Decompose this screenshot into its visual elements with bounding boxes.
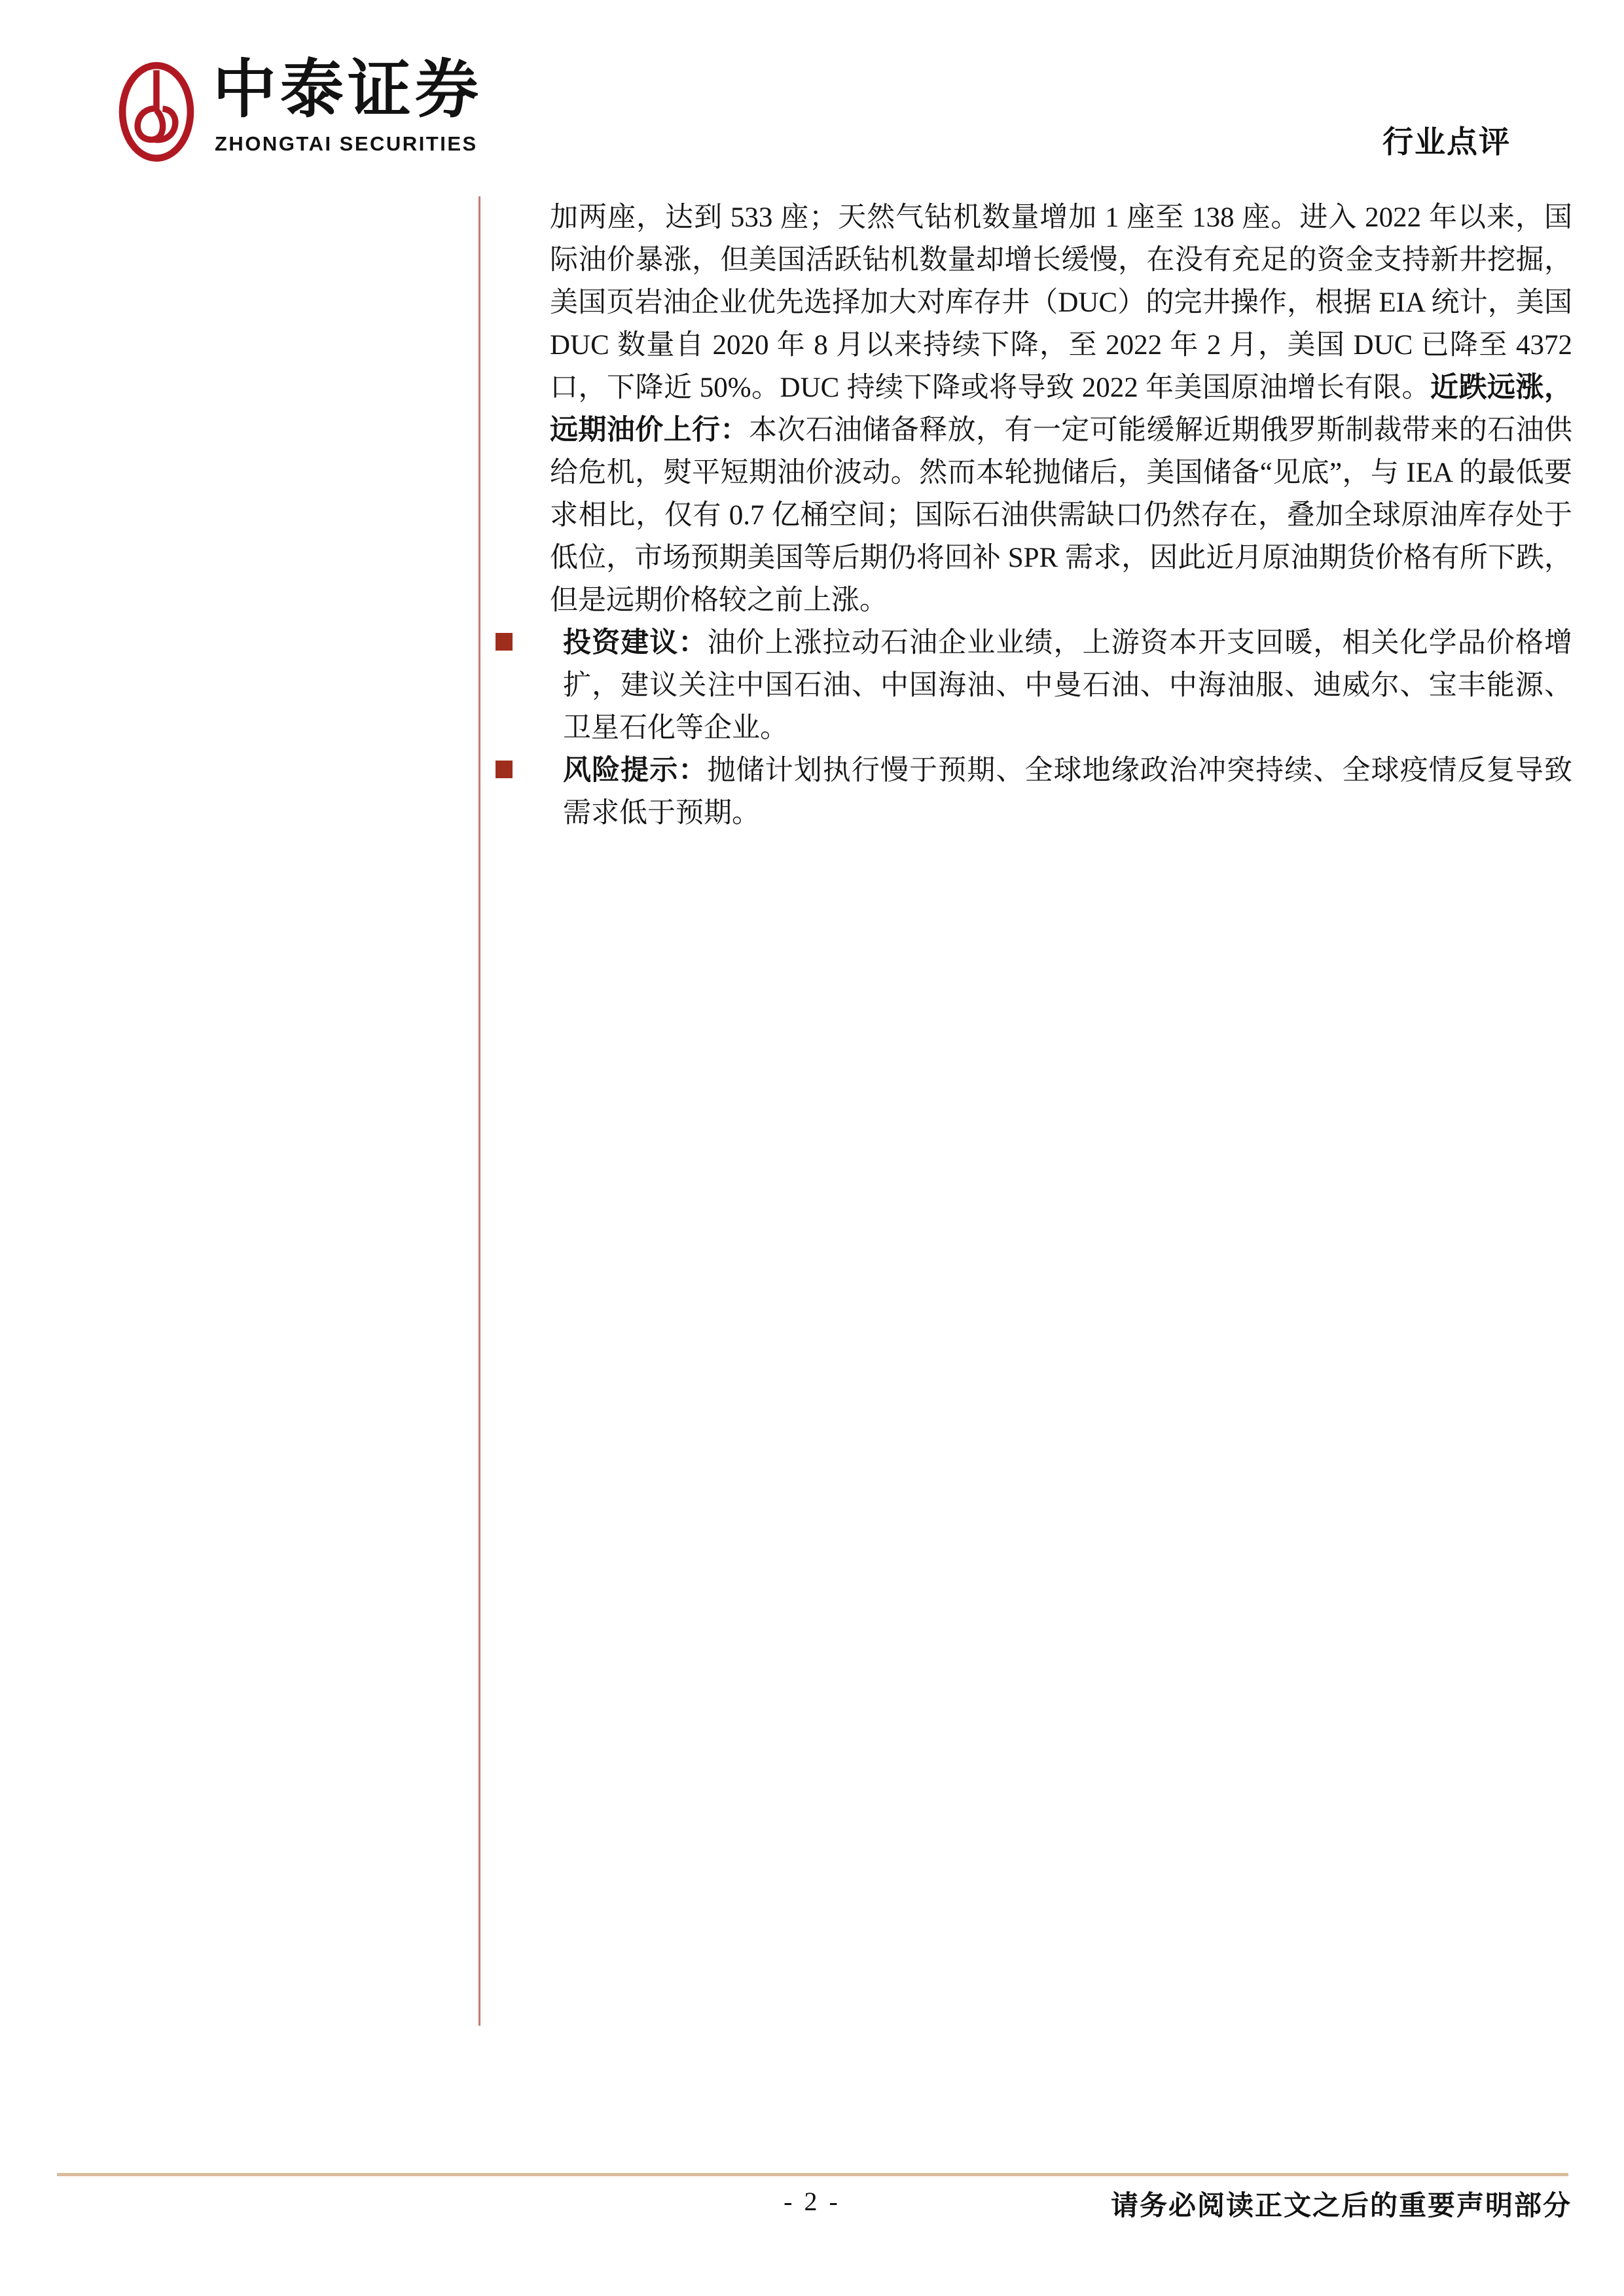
report-body (478, 196, 1584, 834)
bullet-paragraph (550, 622, 1572, 749)
bold-text-segment: 投资建议： (563, 628, 708, 658)
logo-name-cn: 中泰证券 (213, 54, 482, 125)
bold-text-segment: 近跌远涨，远期油价上行： (550, 372, 1573, 446)
bullet-paragraph (550, 749, 1572, 834)
footer-rule-line (57, 2173, 1568, 2176)
text-segment: 加两座，达到 533 座；天然气钻机数量增加 1 座至 138 座。进入 2022 年以来，国际油价暴涨，但美国活跃钻机数量却增长缓慢，在没有充足的资金支持新井挖掘，美国页岩油企业优先选择加大对库存井（DUC）的完井操作，根据 EIA 统计，美国 DUC 数量自 2020 年 8 月以来持续下降，至 2022 年 2 月，美国 DUC 已降至 4372 口，下降近 50%。DUC 持续下降或将导致 2022 年美国原油增长有限。 (550, 202, 1572, 403)
left-rule-line (478, 196, 480, 2026)
paragraph (550, 196, 1572, 622)
bullet-square-icon (496, 761, 513, 778)
footer-disclaimer: 请务必阅读正文之后的重要声明部分 (1110, 2191, 1572, 2221)
logo-name-en: ZHONGTAI SECURITIES (215, 132, 478, 155)
paragraphs-container (550, 196, 1572, 834)
bullet-square-icon (496, 633, 513, 651)
text-segment: 抛储计划执行慢于预期、全球地缘政治冲突持续、全球疫情反复导致需求低于预期。 (563, 755, 1573, 829)
zhongtai-logo-icon (118, 61, 195, 167)
bold-text-segment: 风险提示： (563, 755, 708, 786)
text-segment: 本次石油储备释放，有一定可能缓解近期俄罗斯制裁带来的石油供给危机，熨平短期油价波动。然而本轮抛储后，美国储备“见底”，与 IEA 的最低要求相比，仅有 0.7 亿桶空间；国际石油供需缺口仍然存在，叠加全球原油库存处于低位，市场预期美国等后期仍将回补 SPR 需求，因此近月原油期货价格有所下跌，但是远期价格较之前上涨。 (550, 415, 1573, 616)
text-segment: 油价上涨拉动石油企业业绩，上游资本开支回暖，相关化学品价格增扩，建议关注中国石油、中国海油、中曼石油、中海油服、迪威尔、宝丰能源、卫星石化等企业。 (563, 628, 1573, 744)
page-number: - 2 - (784, 2187, 840, 2216)
report-type-label: 行业点评 (1382, 126, 1511, 160)
